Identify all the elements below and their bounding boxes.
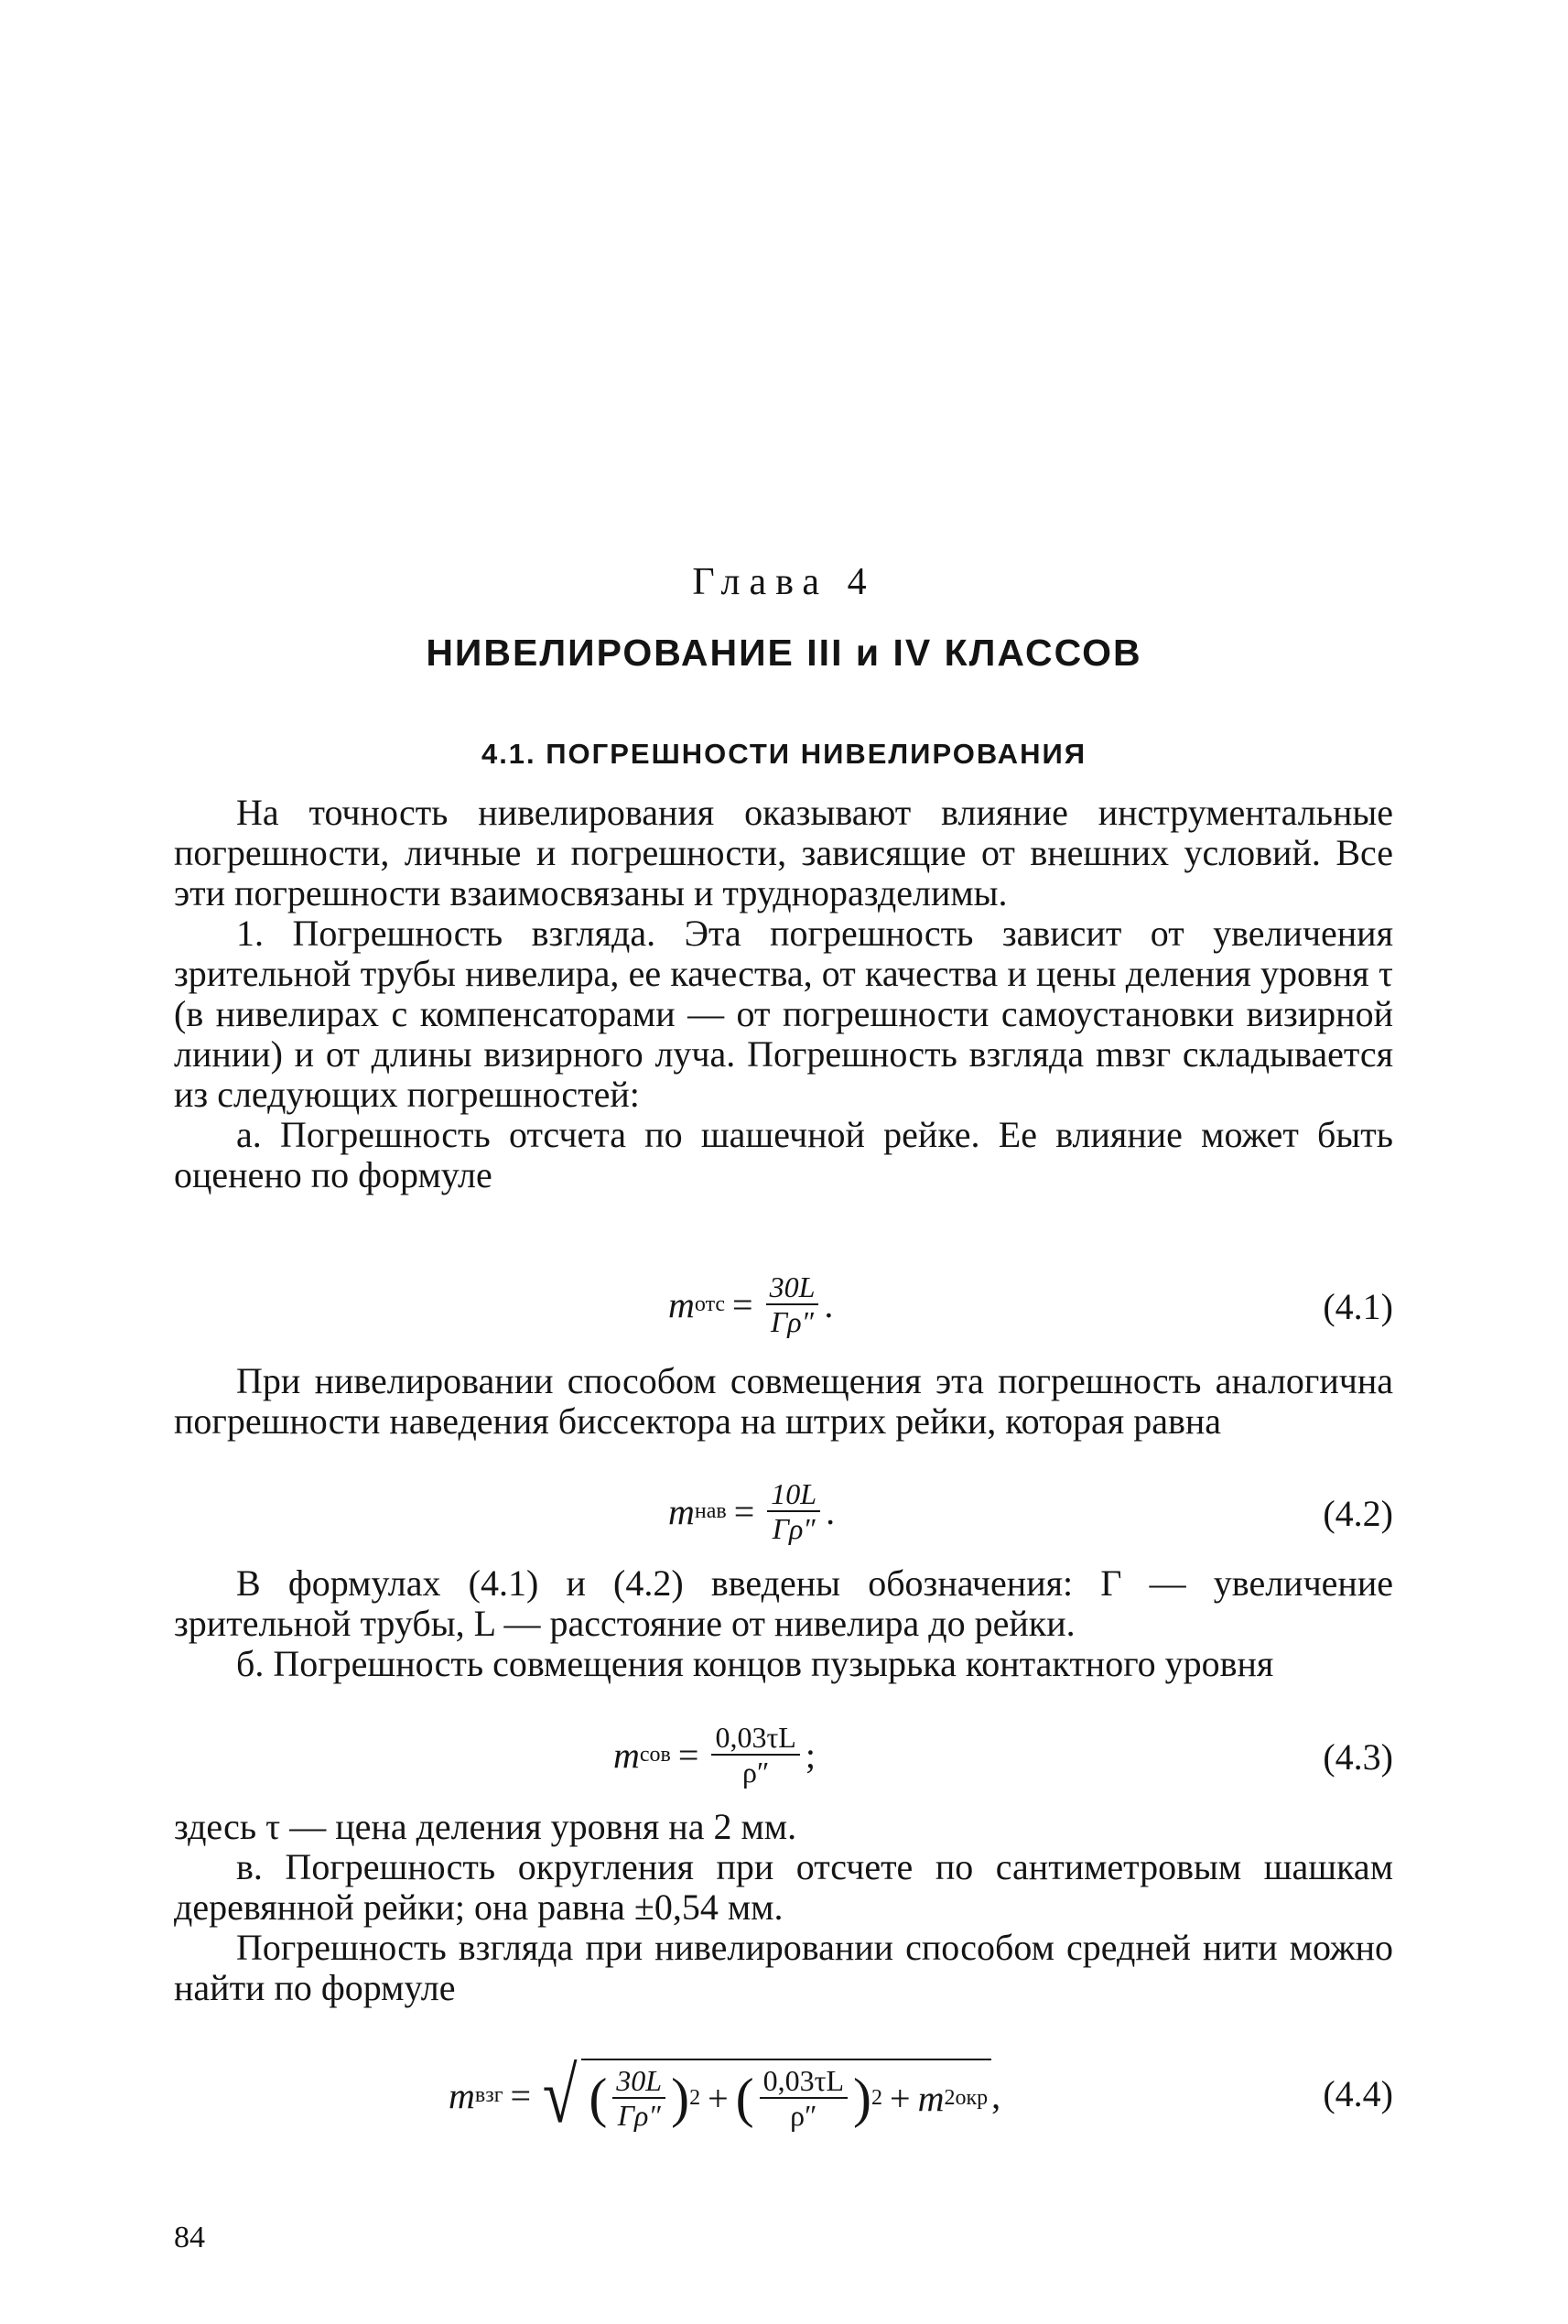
- formula-denominator: ρ″: [741, 1756, 770, 1789]
- formula-4-3: m сов = $\frac{0,03\tau L}{\rho''}$ ; (4.3): [613, 1721, 1393, 1789]
- formula-punct: .: [824, 1283, 834, 1325]
- formula-4-4: m взг = √ ( $\frac{30L}{Г\rho''}$ ) 2 + ( $\frac{0,03\tau L}{\rho''}$ ) 2 + m 2 окр , (4.4): [449, 2051, 1393, 2139]
- paragraph-intro: На точность нивелирования оказывают влияние инструментальные погрешности, личные и погрешности, зависящие от внешних условий. Все эти погрешности взаимосвязаны и трудноразделимы.: [174, 792, 1393, 913]
- formula-denominator: Гρ″: [617, 2099, 661, 2132]
- formula-numerator: 0,03τL: [711, 1721, 799, 1756]
- formula-number: (4.2): [1323, 1493, 1393, 1534]
- formula-subscript: нав: [694, 1498, 727, 1523]
- paragraph-rounding-error: в. Погрешность округления при отсчете по сантиметровым шашкам деревянной рейки; она равна ±0,54 мм.: [174, 1846, 1393, 1928]
- formula-punct: ,: [991, 2074, 1001, 2116]
- body-text-block-1: [174, 793, 1393, 1195]
- formula-subscript: отс: [694, 1292, 726, 1316]
- paragraph-bubble-error: б. Погрешность совмещения концов пузырька контактного уровня: [236, 1643, 1274, 1684]
- paragraph-tau-def: здесь τ — цена деления уровня на 2 мм.: [174, 1806, 797, 1847]
- section-title: 4.1. ПОГРЕШНОСТИ НИВЕЛИРОВАНИЯ: [481, 738, 1087, 770]
- paragraph-coincidence-method: При нивелировании способом совмещения эта погрешность аналогична погрешности наведения биссектора на штрих рейки, которая равна: [174, 1360, 1393, 1442]
- formula-denominator: Гρ″: [772, 1512, 816, 1545]
- formula-lhs: m: [449, 2074, 475, 2116]
- page-number: 84: [174, 2221, 205, 2254]
- formula-numerator: 10L: [767, 1477, 820, 1512]
- formula-numerator: 30L: [612, 2064, 665, 2099]
- formula-lhs: m: [668, 1490, 695, 1532]
- formula-denominator: ρ″: [790, 2099, 817, 2132]
- formula-tail-sup: 2: [944, 2085, 956, 2110]
- formula-numerator: 30L: [766, 1270, 819, 1305]
- formula-lhs: m: [613, 1734, 640, 1776]
- chapter-label: Глава 4: [692, 561, 876, 603]
- formula-subscript: взг: [474, 2082, 503, 2107]
- sqrt-sign-icon: √: [542, 2051, 578, 2139]
- formula-4-2: m нав = $\frac{10L}{Г\rho''}$ . (4.2): [668, 1477, 1393, 1545]
- paragraph-sighting-error: 1. Погрешность взгляда. Эта погрешность зависит от увеличения зрительной трубы нивелира, ее качества, от качества и цены деления уровня τ (в нивелирах с компенсаторами — от погрешности самоустановки визирной линии) и от длины визирного луча. Погрешность взгляда mвзг складывается из следующих погрешностей:: [174, 913, 1393, 1115]
- formula-denominator: Гρ″: [771, 1305, 814, 1338]
- body-text-block-4: [174, 1807, 1393, 2008]
- formula-numerator: 0,03τL: [760, 2064, 848, 2099]
- formula-lhs: m: [668, 1283, 695, 1325]
- formula-punct: ;: [805, 1734, 816, 1776]
- formula-punct: .: [826, 1490, 836, 1532]
- paragraph-middle-thread: Погрешность взгляда при нивелировании способом средней нити можно найти по формуле: [174, 1927, 1393, 2008]
- chapter-title: НИВЕЛИРОВАНИЕ III и IV КЛАССОВ: [426, 632, 1142, 674]
- formula-4-1: m отс = $\frac{30L}{Г\rho''}$ . (4.1): [668, 1270, 1393, 1338]
- paragraph-reading-error: а. Погрешность отсчета по шашечной рейке. Ее влияние может быть оценено по формуле: [174, 1114, 1393, 1195]
- formula-number: (4.4): [1323, 2073, 1393, 2114]
- body-text-block-3: [174, 1563, 1393, 1684]
- formula-tail-sub: окр: [955, 2085, 989, 2110]
- body-text-block-2: [174, 1361, 1393, 1442]
- formula-number: (4.3): [1323, 1736, 1393, 1778]
- paragraph-notation: В формулах (4.1) и (4.2) введены обозначения: Г — увеличение зрительной трубы, L — расстояние от нивелира до рейки.: [174, 1562, 1393, 1644]
- formula-tail-term: m: [917, 2077, 945, 2119]
- formula-subscript: сов: [639, 1742, 671, 1767]
- formula-number: (4.1): [1323, 1286, 1393, 1327]
